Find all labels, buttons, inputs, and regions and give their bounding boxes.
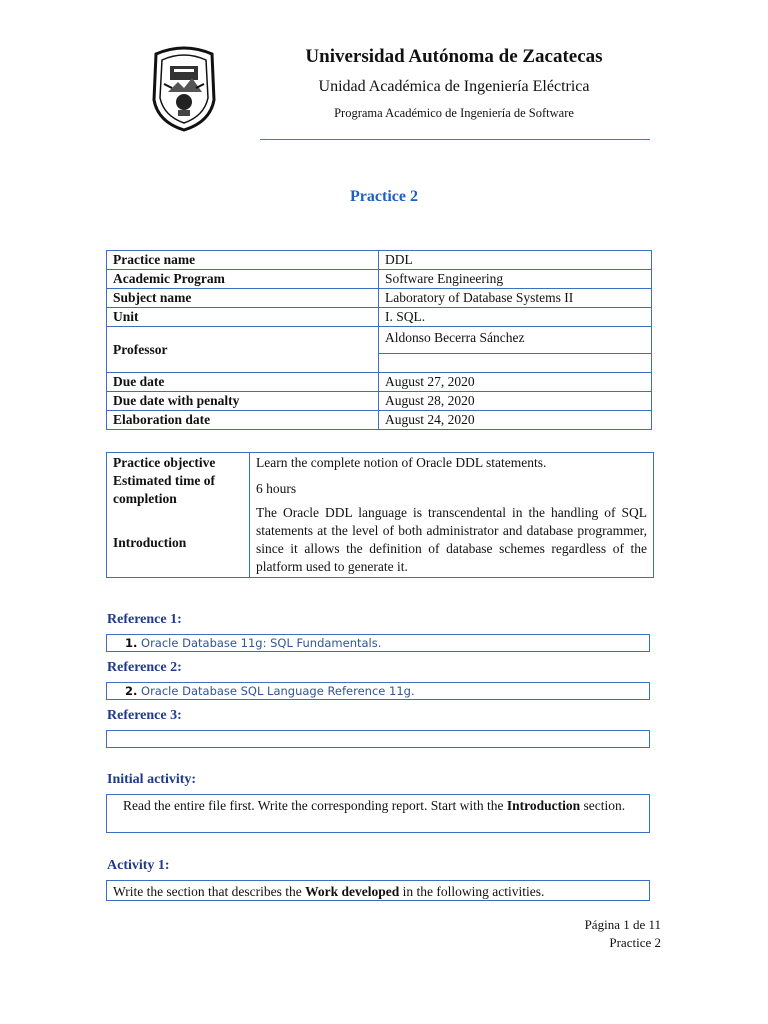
- initial-activity-box: [106, 794, 650, 833]
- info-value: I. SQL.: [379, 308, 652, 327]
- table-row: [107, 411, 652, 430]
- footer-doc-title: Practice 2: [609, 935, 661, 950]
- objective-values: [250, 453, 654, 578]
- reference-3-label: Reference 3:: [107, 708, 182, 723]
- info-value-empty: [379, 354, 652, 373]
- table-row: [107, 289, 652, 308]
- info-value: August 27, 2020: [379, 373, 652, 392]
- reference-2-label: Reference 2:: [107, 660, 182, 675]
- info-key: Due date with penalty: [107, 392, 379, 411]
- initial-activity-text-end: section.: [580, 798, 626, 813]
- info-value: DDL: [379, 251, 652, 270]
- reference-2-box: [106, 682, 650, 700]
- initial-activity-label: Initial activity:: [107, 772, 197, 787]
- academic-program: Programa Académico de Ingeniería de Software: [334, 106, 574, 120]
- table-row: [107, 453, 654, 578]
- introduction-label: Introduction: [113, 535, 187, 550]
- initial-activity-text: Read the entire file first. Write the corresponding report. Start with the: [123, 798, 507, 813]
- info-key: Professor: [107, 327, 379, 373]
- info-key: Elaboration date: [107, 411, 379, 430]
- initial-activity-bold: Introduction: [506, 798, 581, 813]
- objective-labels: [107, 453, 250, 578]
- header-divider: [260, 139, 650, 140]
- reference-number: 1.: [125, 636, 138, 650]
- reference-3-box: [106, 730, 650, 748]
- time-value: 6 hours: [256, 481, 297, 496]
- objective-value: Learn the complete notion of Oracle DDL statements.: [256, 455, 547, 470]
- info-key: Unit: [107, 308, 379, 327]
- page-number: Página 1 de 11: [584, 917, 661, 932]
- academic-unit: Unidad Académica de Ingeniería Eléctrica: [318, 78, 590, 95]
- objective-label: Practice objective: [113, 455, 216, 470]
- info-key: Subject name: [107, 289, 379, 308]
- info-value: August 28, 2020: [379, 392, 652, 411]
- info-key: Practice name: [107, 251, 379, 270]
- table-row: [107, 270, 652, 289]
- activity-1-bold: Work developed: [305, 884, 400, 899]
- activity-1-text: Write the section that describes the: [113, 884, 306, 899]
- table-row: [107, 373, 652, 392]
- activity-1-box: [106, 880, 650, 901]
- activity-1-label: Activity 1:: [107, 858, 170, 873]
- reference-text: Oracle Database SQL Language Reference 11g.: [141, 684, 415, 698]
- info-value: Laboratory of Database Systems II: [379, 289, 652, 308]
- info-value: August 24, 2020: [379, 411, 652, 430]
- table-row: [107, 327, 652, 354]
- table-row: [107, 251, 652, 270]
- activity-1-text-end: in the following activities.: [399, 884, 545, 899]
- practice-title: Practice 2: [350, 188, 418, 205]
- reference-text: Oracle Database 11g: SQL Fundamentals.: [141, 636, 382, 650]
- time-label: Estimated time of completion: [113, 473, 215, 506]
- info-value: Software Engineering: [379, 270, 652, 289]
- university-seal-icon: [148, 44, 220, 132]
- practice-objective-table: [106, 452, 654, 578]
- practice-info-table: [106, 250, 652, 430]
- introduction-value: The Oracle DDL language is transcendental in the handling of SQL statements at the level of both administrator and database programmer, since it allows the definition of database schemes regardless of the platform used to generate it.: [256, 505, 647, 574]
- info-key: Due date: [107, 373, 379, 392]
- table-row: [107, 308, 652, 327]
- university-name: Universidad Autónoma de Zacatecas: [305, 46, 603, 67]
- reference-1-label: Reference 1:: [107, 612, 182, 627]
- info-value: Aldonso Becerra Sánchez: [379, 327, 652, 354]
- table-row: [107, 392, 652, 411]
- page-footer: [585, 916, 661, 952]
- info-key: Academic Program: [107, 270, 379, 289]
- reference-number: 2.: [125, 684, 138, 698]
- reference-1-box: [106, 634, 650, 652]
